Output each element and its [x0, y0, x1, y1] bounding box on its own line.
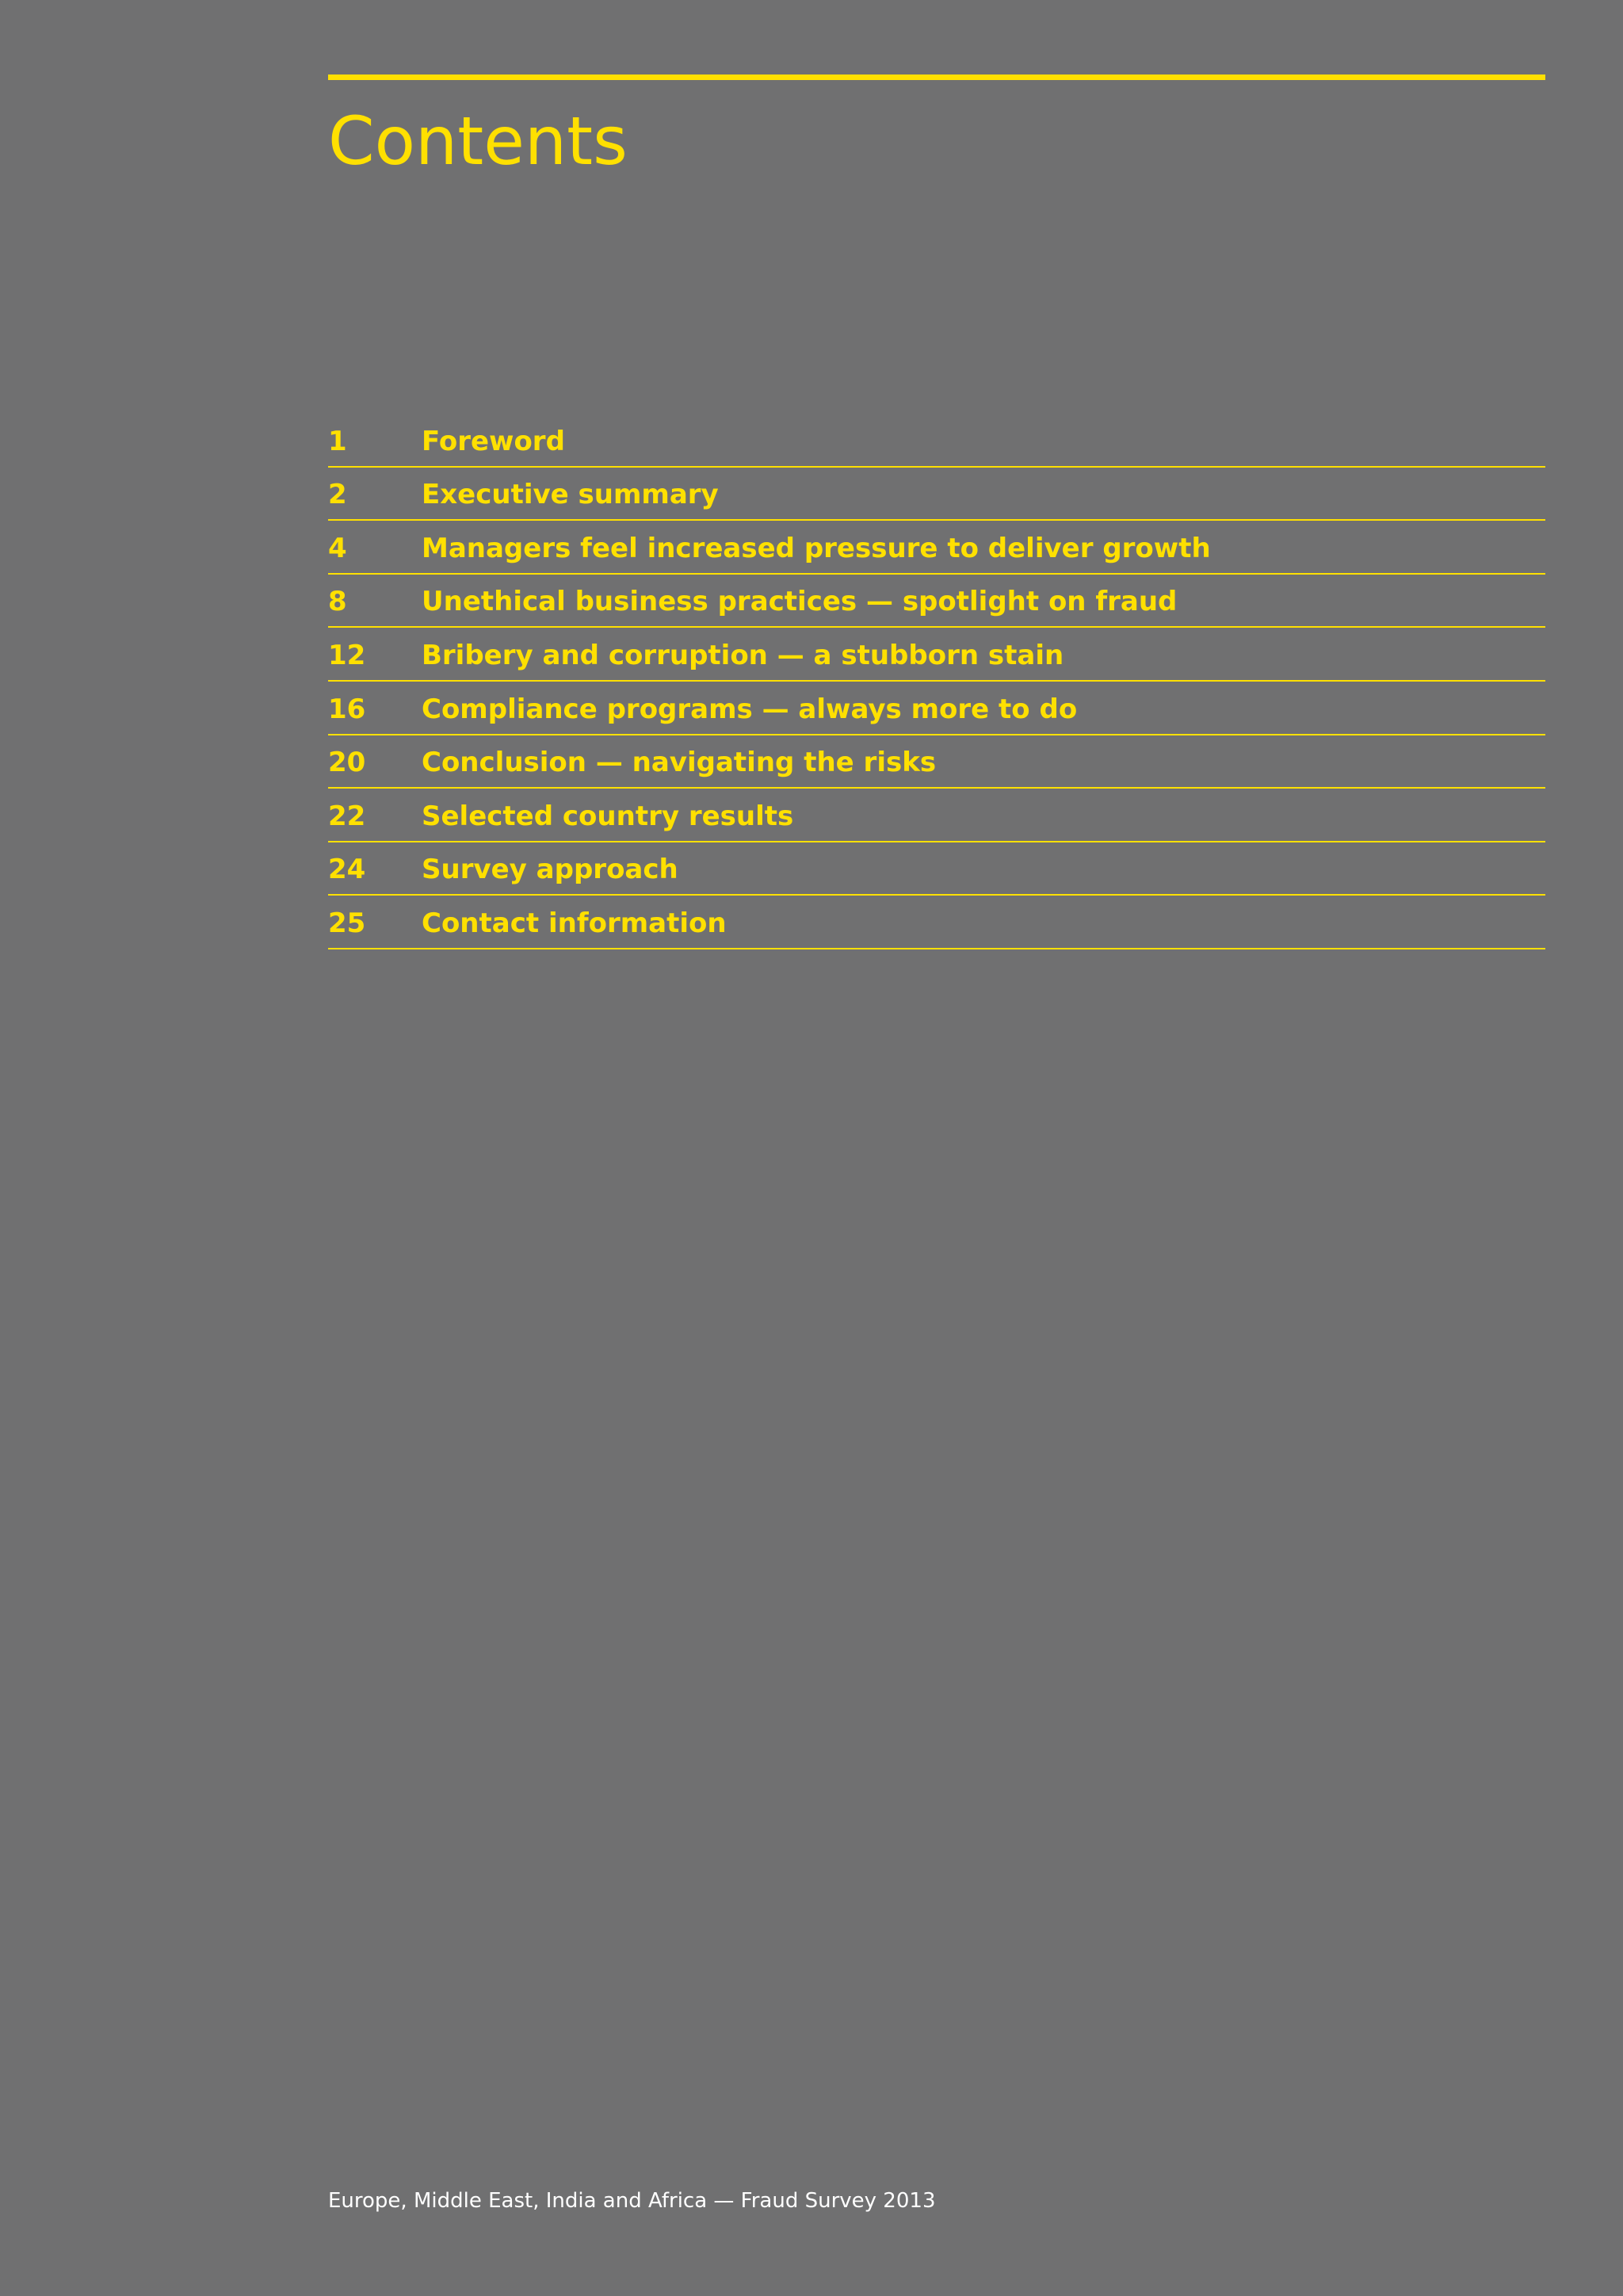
toc-entry[interactable]	[328, 735, 1545, 789]
toc-entry-title[interactable]: Foreword	[422, 425, 565, 457]
toc-entry[interactable]	[328, 842, 1545, 896]
toc-page-number: 16	[328, 693, 366, 725]
toc-page-number: 8	[328, 586, 347, 618]
toc-entry[interactable]	[328, 468, 1545, 521]
toc-page-number: 25	[328, 907, 366, 939]
top-rule	[328, 74, 1545, 80]
toc-entry[interactable]	[328, 575, 1545, 628]
toc-entry-title[interactable]: Unethical business practices — spotlight on fraud	[422, 586, 1178, 618]
footer-text: Europe, Middle East, India and Africa — Fraud Survey 2013	[328, 2189, 936, 2213]
toc-page-number: 12	[328, 639, 366, 671]
toc-entry-title[interactable]: Bribery and corruption — a stubborn stain	[422, 639, 1064, 671]
toc-entry[interactable]	[328, 789, 1545, 842]
toc-page-number: 4	[328, 532, 347, 564]
toc-entry[interactable]	[328, 414, 1545, 468]
toc-page-number: 22	[328, 800, 366, 832]
toc-entry[interactable]	[328, 628, 1545, 682]
toc-page-number: 20	[328, 747, 366, 779]
toc-entry-title[interactable]: Conclusion — navigating the risks	[422, 747, 937, 779]
toc-entry-title[interactable]: Compliance programs — always more to do	[422, 693, 1078, 725]
toc-entry-title[interactable]: Survey approach	[422, 854, 678, 886]
toc-entry[interactable]	[328, 682, 1545, 735]
toc-entry-title[interactable]: Executive summary	[422, 479, 719, 511]
page-title: Contents	[328, 102, 628, 180]
toc-entry[interactable]	[328, 896, 1545, 949]
toc-entry-title[interactable]: Selected country results	[422, 800, 794, 832]
toc-entry[interactable]	[328, 521, 1545, 575]
toc-entry-title[interactable]: Managers feel increased pressure to deliver growth	[422, 532, 1211, 564]
toc-entry-title[interactable]: Contact information	[422, 907, 727, 939]
table-of-contents	[328, 414, 1545, 949]
toc-page-number: 1	[328, 425, 347, 457]
toc-page-number: 24	[328, 854, 366, 886]
toc-page-number: 2	[328, 479, 347, 511]
